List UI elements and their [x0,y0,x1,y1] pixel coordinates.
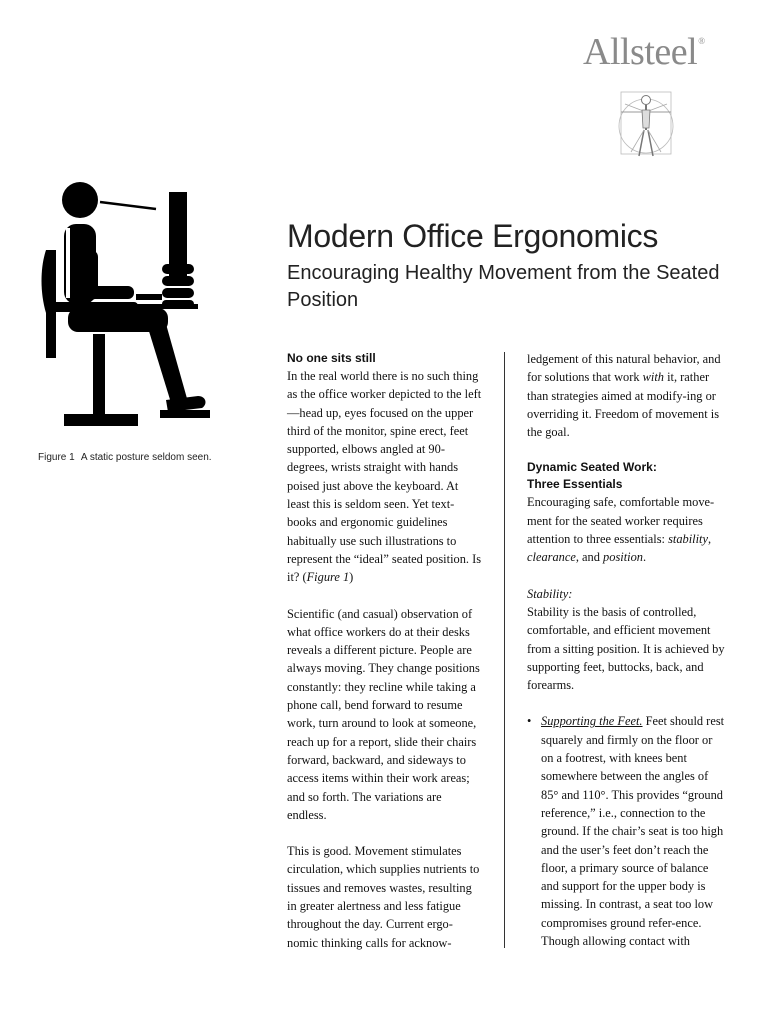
paragraph: Stability is the basis of controlled, comfortable, and efficient movement from a sitting position. It is achieved by supporting feet, buttocks, back, and forearms. [527,604,725,693]
section-heading-no-one-sits-still: No one sits still [287,351,376,365]
figure-caption [38,452,212,463]
sub-heading-stability: Stability: [527,586,573,601]
vitruvian-man-icon [617,86,675,160]
paragraph: Encouraging safe, comfortable move-ment for the seated worker requires attention to three essentials: stability, clearance, and position. [527,495,715,565]
bullet-item-supporting-the-feet: • Supporting the Feet. Feet should rest squarely and firmly on the floor or on a footrest, with knees bent somewhere between the angles of 85° and 110°. This provides “ground reference,” i.e., connection to the ground. If the chair’s seat is too high and the user’s feet don’t reach the floor, a primary source of balance and support for the upper body is missing. In contrast, a seat too low compromises ground refer-ence. Though allowing contact with [527,714,725,949]
page-subtitle: Encouraging Healthy Movement from the Seated Position [287,262,720,311]
text-column-right [527,350,727,950]
figure-caption-text: A static posture seldom seen. [80,452,212,463]
page-title: Modern Office Ergonomics [287,218,659,254]
paragraph: Scientific (and casual) observation of what office workers do at their desks reveals a different picture. People are always moving. They change positions constantly: they recline while taking a phone call, bend forward to resume work, turn around to look at someone, reach up for a report, slide their chairs forward, backward, and sideways to access items within their work areas; and so forth. The variations are endless. [287,606,480,822]
bullet-term: Supporting the Feet. [541,714,643,729]
paragraph: This is good. Movement stimulates circulation, which supplies nutrients to tissues and removes wastes, resulting in greater alertness and less fatigue throughout the day. Current ergo-nomic thinking calls for acknow- [287,844,480,950]
figure-reference: Figure 1 [306,570,350,585]
column-divider [504,352,505,948]
registered-mark: ® [698,36,705,46]
paragraph: In the real world there is no such thing as the office worker depicted to the left—head up, eyes focused on the upper third of the monitor, spine erect, feet supported, elbows angled at 90-degrees, wrists straight with hands poised just above the keyboard. At least this is seldom seen. Yet text-books and ergonomic guidelines habitually use such illustrations to represent the “ideal” seated position. Is it? (Figure 1) [287,369,482,585]
allsteel-logo [583,30,705,74]
section-heading-dynamic-seated-work: Dynamic Seated Work: Three Essentials [527,460,657,492]
paragraph: ledgement of this natural behavior, and for solutions that work with it, rather than strategies aimed at modify-ing or overriding it. Freedom of movement is the goal. [527,352,721,440]
logo-text: Allsteel [583,31,698,73]
bullet-icon: • [527,714,532,729]
seated-worker-illustration [38,178,220,433]
text-column-left [287,350,483,952]
figure-number: Figure 1 [38,452,75,463]
